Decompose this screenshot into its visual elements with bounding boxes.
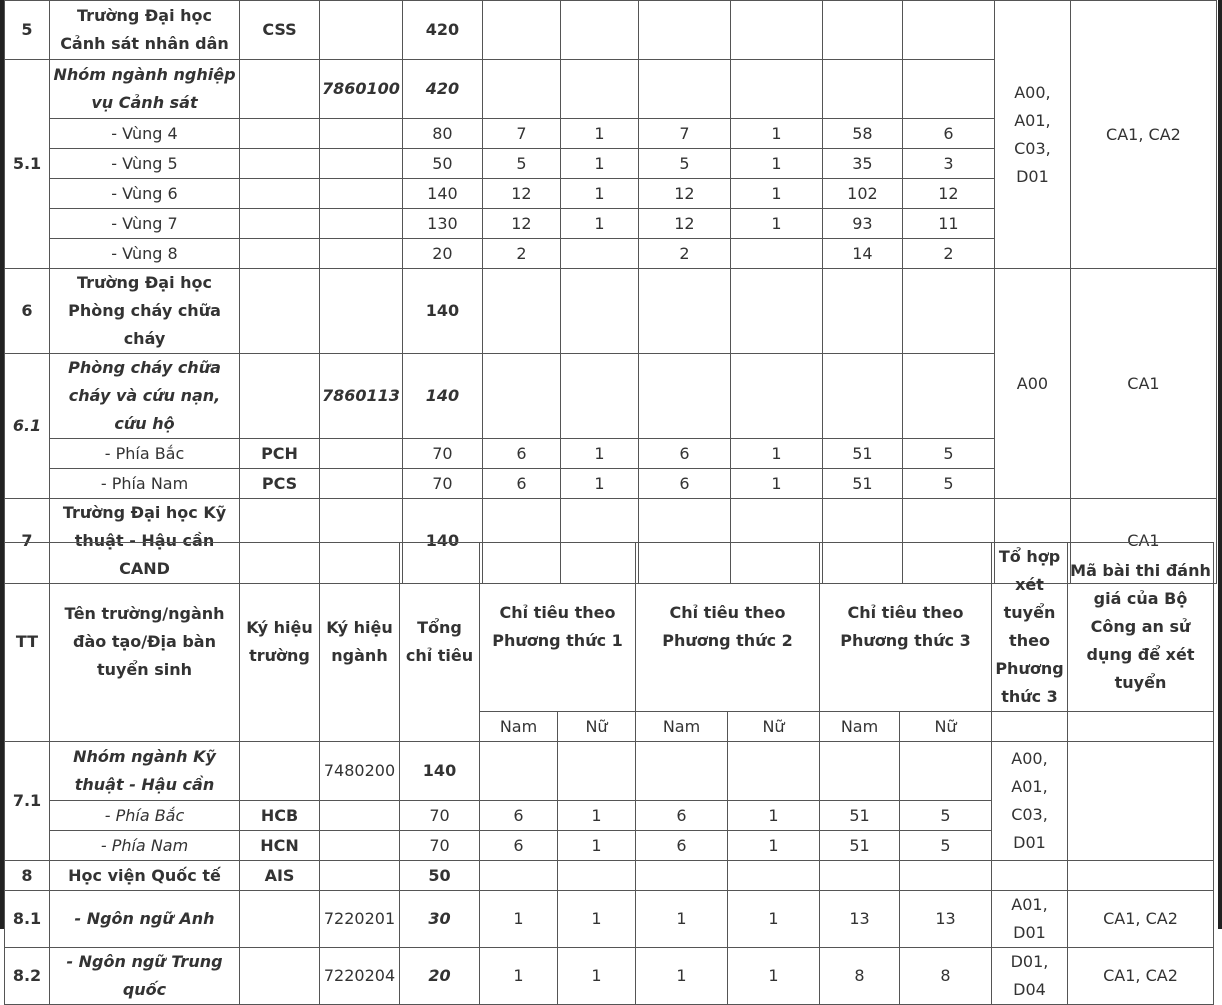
table-row: - Vùng 5 50 5 1 5 1 35 3	[5, 149, 1217, 179]
school-name: Trường Đại học Kỹ thuật - Hậu cần CAND	[50, 499, 240, 584]
school-code: PCH	[240, 439, 320, 469]
major-group-name: Nhóm ngành nghiệp vụ Cảnh sát	[50, 60, 240, 119]
region-name: - Phía Nam	[50, 469, 240, 499]
header-male: Nam	[480, 712, 558, 742]
table-row: - Vùng 8 20 2 2 14 2	[5, 239, 1217, 269]
admissions-table-bottom	[4, 542, 1214, 1005]
header-male: Nam	[820, 712, 900, 742]
table-row: 8.2 - Ngôn ngữ Trung quốc 7220204 20 1 1 1 1 8 8 D01, D04 CA1, CA2	[5, 948, 1214, 1005]
row-index: 8	[5, 861, 50, 891]
row-index: 5	[5, 1, 50, 60]
subject-combo: D01, D04	[992, 948, 1068, 1005]
region-name: - Phía Bắc	[50, 439, 240, 469]
total-quota: 80	[402, 119, 482, 149]
table-row	[5, 1, 1217, 60]
region-name: - Vùng 4	[50, 119, 240, 149]
total-quota: 20	[402, 239, 482, 269]
total-quota: 50	[402, 149, 482, 179]
header-female: Nữ	[900, 712, 992, 742]
school-code: HCB	[240, 801, 320, 831]
exam-code: CA1, CA2	[1068, 891, 1214, 948]
header-name: Tên trường/ngành đào tạo/Địa bàn tuyển sinh	[50, 543, 240, 742]
total-quota: 140	[402, 269, 482, 354]
row-index: 7	[5, 499, 50, 584]
row-index: 7.1	[5, 742, 50, 861]
exam-code: CA1	[1070, 269, 1216, 499]
table-row: - Phía Nam PCS 70 6 1 6 1 51 5	[5, 469, 1217, 499]
subject-combo: A00, A01, C03, D01	[992, 742, 1068, 861]
total-quota: 420	[402, 60, 482, 119]
major-code: 7220204	[320, 948, 400, 1005]
row-index: 8.2	[5, 948, 50, 1005]
table-row	[5, 742, 1214, 801]
subject-combo: A00	[994, 269, 1070, 499]
total-quota: 30	[400, 891, 480, 948]
major-code: 7480200	[320, 742, 400, 801]
table-row: - Vùng 7 130 12 1 12 1 93 11	[5, 209, 1217, 239]
table-row: - Vùng 6 140 12 1 12 1 102 12	[5, 179, 1217, 209]
major-code: 7860113	[320, 354, 403, 439]
row-index: 6.1	[5, 354, 50, 499]
header-combo: Tổ hợp xét tuyển theo Phương thức 3	[992, 543, 1068, 712]
header-school-code: Ký hiệu trường	[240, 543, 320, 742]
major-code: 7860100	[320, 60, 403, 119]
school-name: Trường Đại học Cảnh sát nhân dân	[50, 1, 240, 60]
header-total: Tổng chỉ tiêu	[400, 543, 480, 742]
school-code: HCN	[240, 831, 320, 861]
major-name: - Ngôn ngữ Anh	[50, 891, 240, 948]
table-header-row	[5, 543, 1214, 712]
total-quota: 20	[400, 948, 480, 1005]
table-row	[5, 269, 1217, 354]
exam-code: CA1, CA2	[1068, 948, 1214, 1005]
header-female: Nữ	[558, 712, 636, 742]
header-method-3: Chỉ tiêu theo Phương thức 3	[820, 543, 992, 712]
row-index: 5.1	[5, 60, 50, 269]
admissions-table-top	[4, 0, 1217, 584]
total-quota: 70	[402, 469, 482, 499]
header-tt: TT	[5, 543, 50, 742]
table-row: 8.1 - Ngôn ngữ Anh 7220201 30 1 1 1 1 13 13 A01, D01 CA1, CA2	[5, 891, 1214, 948]
total-quota: 70	[400, 801, 480, 831]
major-name: - Ngôn ngữ Trung quốc	[50, 948, 240, 1005]
header-method-2: Chỉ tiêu theo Phương thức 2	[636, 543, 820, 712]
major-code: 7220201	[320, 891, 400, 948]
region-name: - Vùng 8	[50, 239, 240, 269]
school-code: AIS	[240, 861, 320, 891]
header-female: Nữ	[728, 712, 820, 742]
total-quota: 420	[402, 1, 482, 60]
school-name: Trường Đại học Phòng cháy chữa cháy	[50, 269, 240, 354]
major-code	[320, 1, 403, 60]
header-major-code: Ký hiệu ngành	[320, 543, 400, 742]
table-row	[5, 861, 1214, 891]
school-code: PCS	[240, 469, 320, 499]
total-quota: 70	[400, 831, 480, 861]
document-body	[4, 0, 1218, 999]
school-code: CSS	[240, 1, 320, 60]
total-quota: 140	[402, 499, 482, 584]
exam-code: CA1, CA2	[1070, 1, 1216, 269]
major-group-name: Phòng cháy chữa cháy và cứu nạn, cứu hộ	[50, 354, 240, 439]
total-quota: 140	[400, 742, 480, 801]
region-name: - Vùng 6	[50, 179, 240, 209]
header-male: Nam	[636, 712, 728, 742]
table-row: - Vùng 4 80 7 1 7 1 58 6	[5, 119, 1217, 149]
row-index: 8.1	[5, 891, 50, 948]
header-method-1: Chỉ tiêu theo Phương thức 1	[480, 543, 636, 712]
school-name: Học viện Quốc tế	[50, 861, 240, 891]
exam-code: CA1	[1070, 499, 1216, 584]
table-row: - Phía Nam HCN 70 6 1 6 1 51 5	[5, 831, 1214, 861]
major-group-name: Nhóm ngành Kỹ thuật - Hậu cần	[50, 742, 240, 801]
total-quota: 50	[400, 861, 480, 891]
table-row: - Phía Bắc PCH 70 6 1 6 1 51 5	[5, 439, 1217, 469]
subject-combo: A01, D01	[992, 891, 1068, 948]
region-name: - Phía Bắc	[50, 801, 240, 831]
region-name: - Vùng 7	[50, 209, 240, 239]
total-quota: 70	[402, 439, 482, 469]
header-exam: Mã bài thi đánh giá của Bộ Công an sử dụng để xét tuyển	[1068, 543, 1214, 712]
total-quota: 130	[402, 209, 482, 239]
region-name: - Vùng 5	[50, 149, 240, 179]
total-quota: 140	[402, 179, 482, 209]
table-row: - Phía Bắc HCB 70 6 1 6 1 51 5	[5, 801, 1214, 831]
subject-combo: A00, A01, C03, D01	[994, 1, 1070, 269]
region-name: - Phía Nam	[50, 831, 240, 861]
row-index: 6	[5, 269, 50, 354]
total-quota: 140	[402, 354, 482, 439]
